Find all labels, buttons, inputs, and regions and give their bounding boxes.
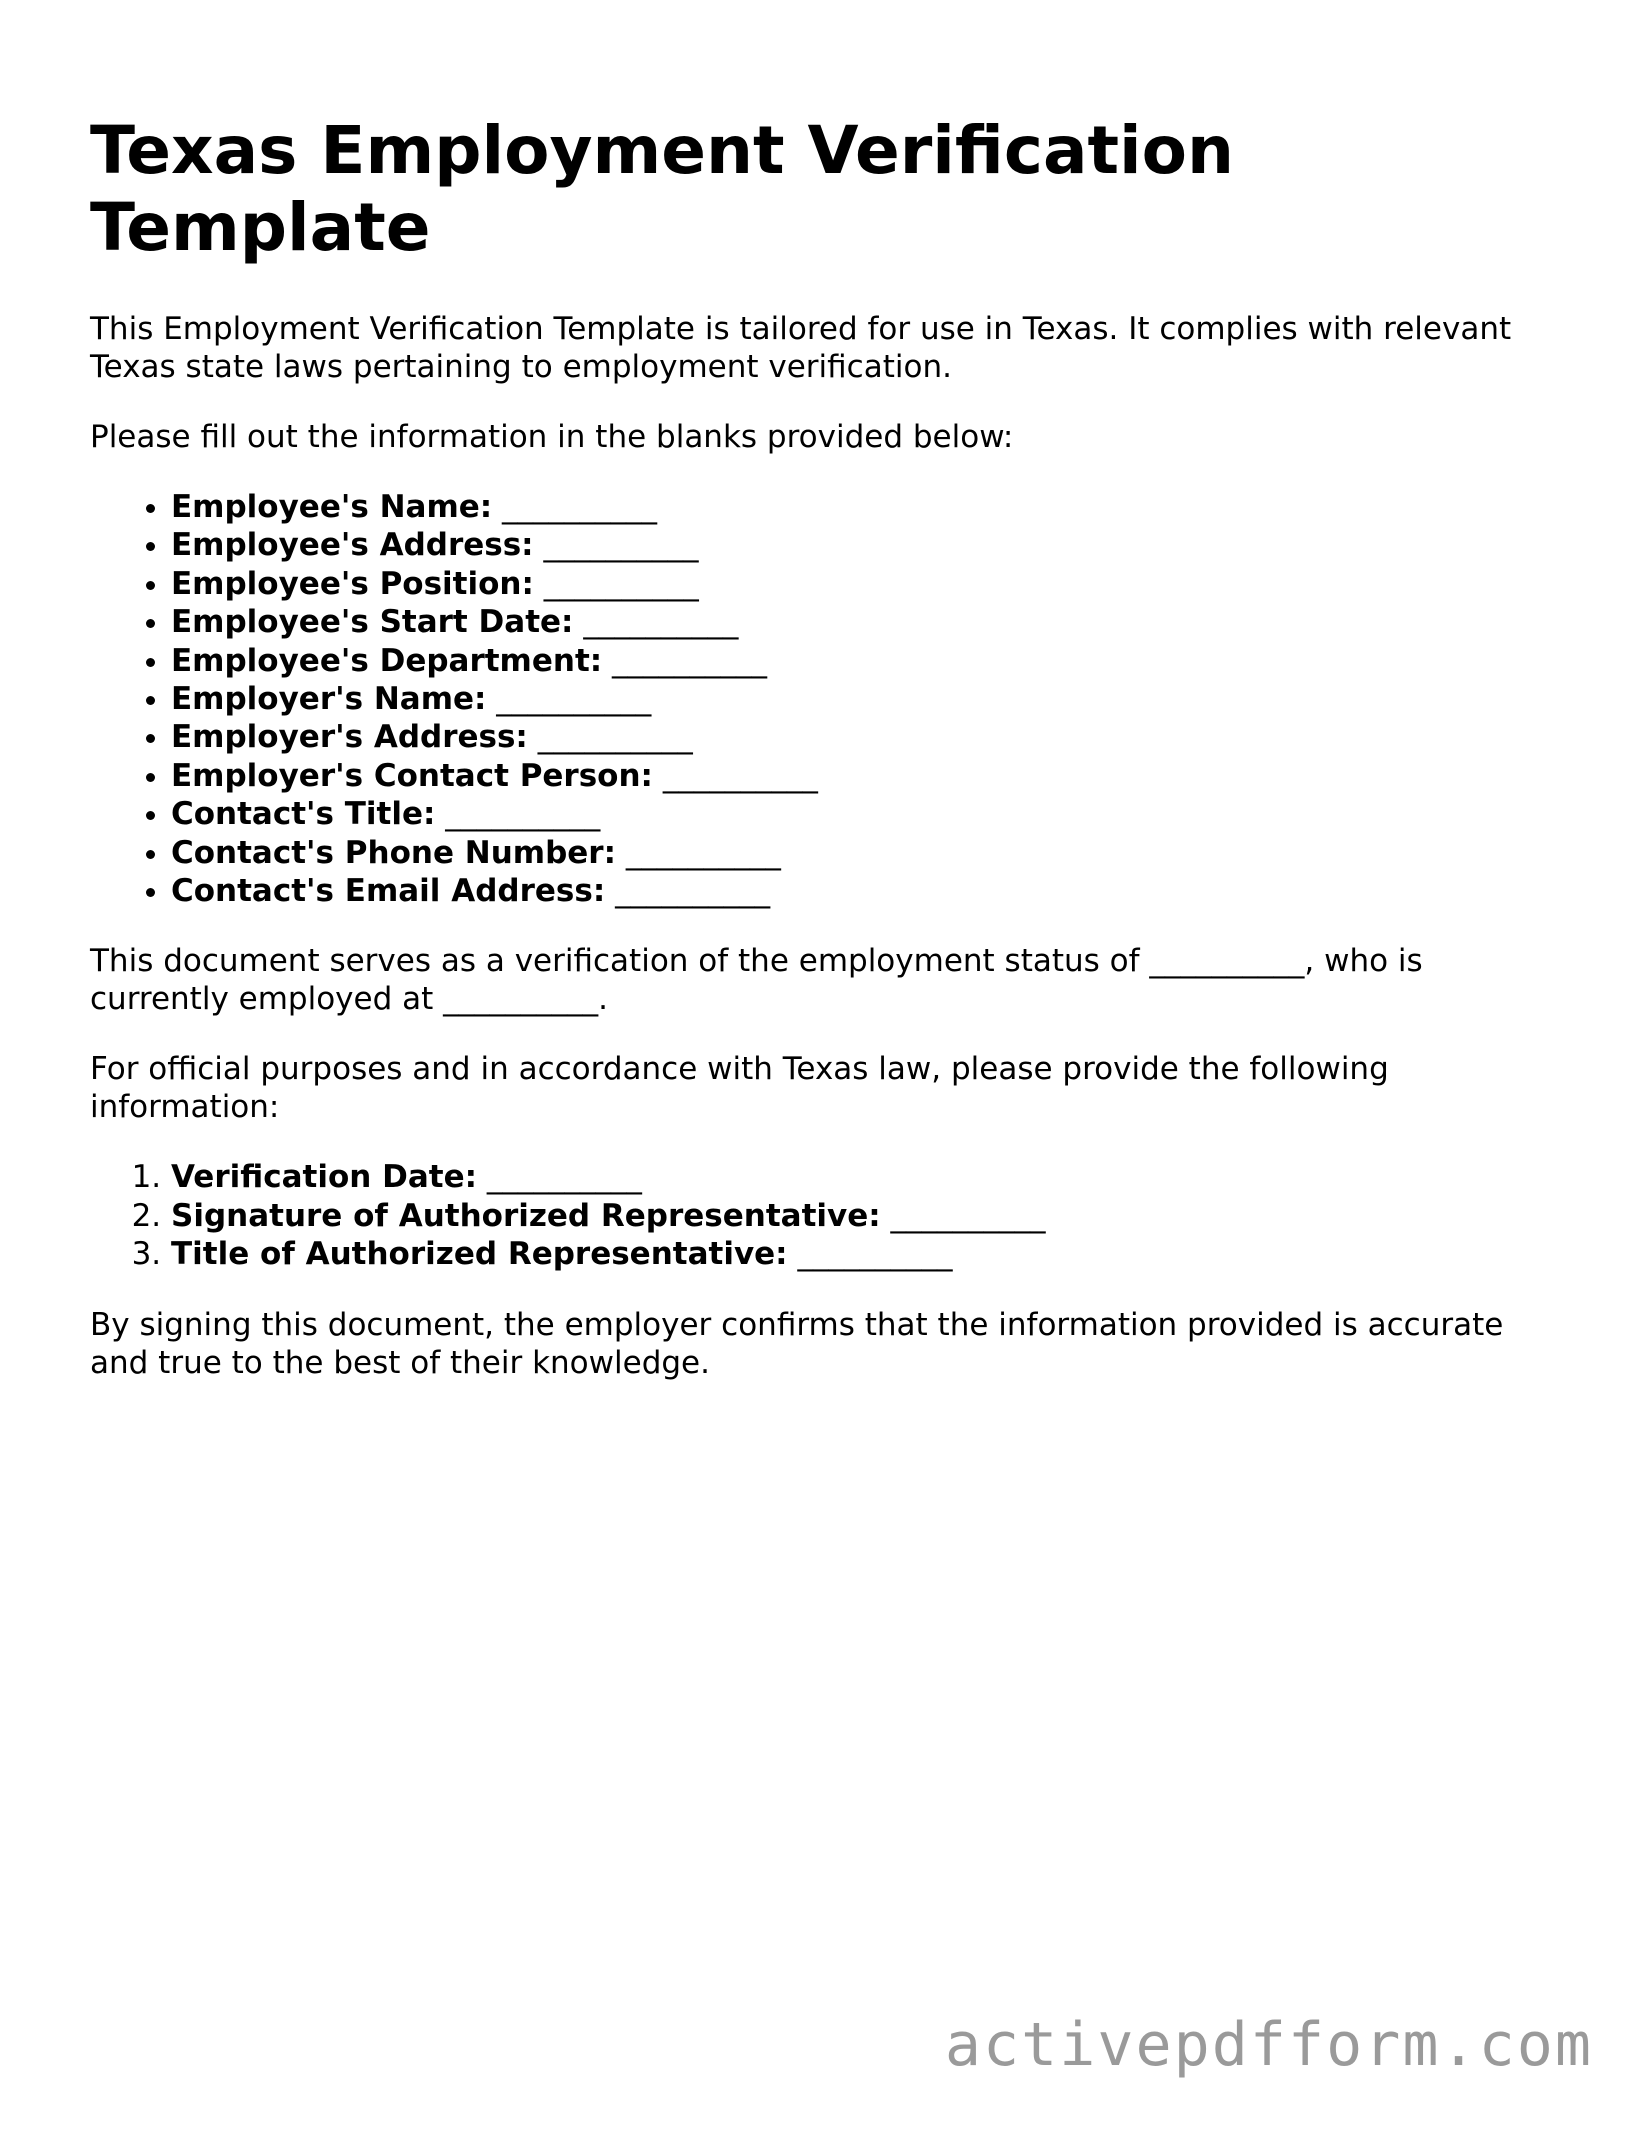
field-label: Title of Authorized Representative: [171,1236,788,1273]
list-item [171,757,1570,795]
official-info-list [90,1158,1570,1273]
field-label: Employer's Address: [171,719,528,756]
field-blank: __________ [537,719,693,756]
field-label: Employee's Position: [171,565,534,602]
field-label: Contact's Title: [171,796,436,833]
field-label: Verification Date: [171,1159,478,1196]
field-label: Employee's Start Date: [171,604,574,641]
field-label: Employee's Name: [171,489,493,525]
list-item [171,565,1570,603]
field-blank: __________ [543,527,699,564]
list-item [171,488,1570,526]
document-page [90,112,1570,1414]
list-item [171,1158,1570,1196]
field-blank: __________ [890,1197,1046,1234]
field-label: Contact's Phone Number: [171,834,616,871]
field-blank: __________ [615,873,771,910]
list-item [171,526,1570,564]
field-blank: __________ [662,757,818,794]
field-blank: __________ [625,834,781,871]
verification-statement [90,942,1570,1018]
field-blank: __________ [543,565,699,602]
instruction-paragraph: Please fill out the information in the blanks provided below: [90,419,1014,455]
field-label: Employee's Department: [171,642,603,679]
field-blank: __________ [445,796,601,833]
list-item [171,718,1570,756]
list-item [171,1197,1570,1235]
field-blank: __________ [486,1159,642,1196]
list-item [171,642,1570,680]
field-label: Employer's Contact Person: [171,757,653,794]
watermark: activepdfform.com [944,2010,1593,2080]
field-label: Employee's Address: [171,527,534,564]
field-label: Contact's Email Address: [171,873,606,910]
field-label: Signature of Authorized Representative: [171,1197,881,1234]
field-blank: __________ [583,604,739,641]
field-blank: __________ [612,642,768,679]
statement-part-2: , who is currently employed at [90,943,1423,1018]
statement-part-1: This document serves as a verification of the employment status of [90,943,1150,980]
field-blank: __________ [496,681,652,718]
field-blank: __________ [797,1236,953,1273]
list-item [171,795,1570,833]
official-request-paragraph: For official purposes and in accordance with Texas law, please provide the following information: [90,1051,1389,1126]
list-item [171,680,1570,718]
list-item [171,872,1570,910]
employee-blank: __________ [1149,943,1305,980]
employee-info-list [90,488,1570,910]
intro-paragraph: This Employment Verification Template is tailored for use in Texas. It complies with relevant Texas state laws pertaining to employment verification. [90,311,1512,385]
list-item [171,603,1570,641]
closing-paragraph: By signing this document, the employer confirms that the information provided is accurate and true to the best of their knowledge. [90,1306,1504,1381]
document-title: Texas Employment Verification Template [90,112,1235,266]
field-blank: __________ [502,489,658,525]
list-item [171,834,1570,872]
employer-blank: __________ [443,981,599,1018]
field-label: Employer's Name: [171,681,487,718]
statement-part-3: . [598,981,608,1018]
list-item [171,1235,1570,1273]
